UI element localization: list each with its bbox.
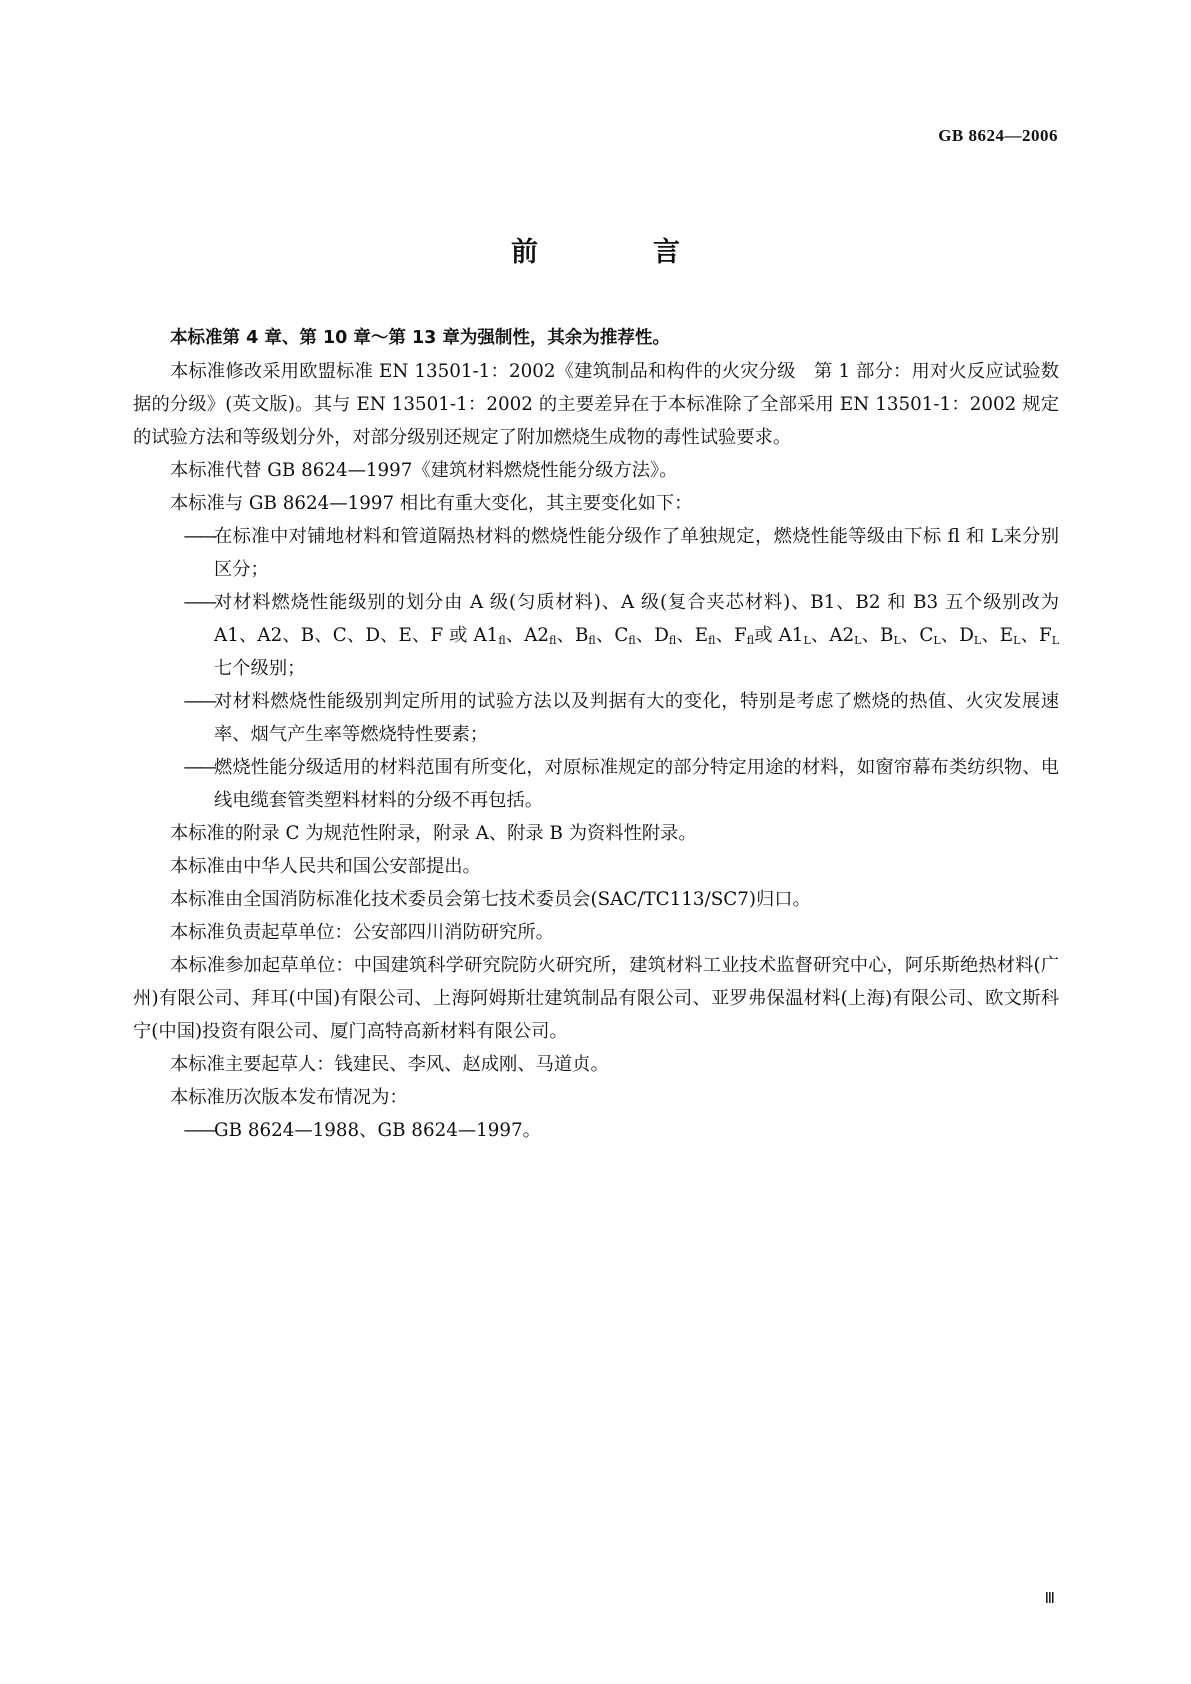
change-item [133,685,1059,751]
grade-separator: 、 [635,625,655,646]
grade-subscript: fl [708,634,716,647]
history-item [133,1114,1059,1147]
grades-intro: 对材料燃烧性能级别的划分由 A 级(匀质材料)、A 级(复合夹芯材料)、B1、B2 和 B3 五个级别改为 A1、A2、B、C、D、E、F 或 [214,592,1059,646]
dash-mark: —— [183,592,214,613]
grade-label: $E_{fl}$ [694,625,716,647]
grade-label: $B_{fl}$ [574,625,596,647]
grade-separator: 、 [981,625,1000,646]
grade-label: $A1_L$ [778,625,811,647]
grade-subscript: L [803,634,811,647]
grade-label: $C_L$ [919,625,941,647]
grade-separator: 、 [810,625,830,646]
history-item-text: GB 8624—1988、GB 8624—1997。 [214,1120,541,1141]
paragraph-participating-units: 本标准参加起草单位：中国建筑科学研究院防火研究所，建筑材料工业技术监督研究中心，阿乐斯绝热材料(广州)有限公司、拜耳(中国)有限公司、上海阿姆斯壮建筑制品有限公司、亚罗弗保温材料(上海)有限公司、欧文斯科宁(中国)投资有限公司、厦门高特高新材料有限公司。 [133,955,1059,1042]
grade-separator: 、 [861,625,881,646]
grade-separator: 、 [900,625,920,646]
paragraph-history-intro: 本标准历次版本发布情况为： [170,1087,408,1108]
fl-grade-list [473,625,754,646]
change-item-text-grades [214,586,1059,685]
change-item-text: 燃烧性能分级适用的材料范围有所变化，对原标准规定的部分特定用途的材料，如窗帘幕布类纺织物、电线电缆套管类塑料材料的分级不再包括。 [214,757,1059,811]
page-title: 前 言 [511,237,724,268]
change-item-text: 在标准中对铺地材料和管道隔热材料的燃烧性能分级作了单独规定，燃烧性能等级由下标 fl 和 L来分别区分； [214,526,1059,580]
grade-separator: 、 [1020,625,1040,646]
grade-separator: 、 [715,625,735,646]
grade-subscript: fl [746,634,755,647]
dash-mark: —— [183,1120,214,1141]
paragraph-adoption: 本标准修改采用欧盟标准 EN 13501-1：2002《建筑制品和构件的火灾分级 第 1 部分：用对火反应试验数据的分级》(英文版)。其与 EN 13501-1：2002 的主要差异在于本标准除了全部采用 EN 13501-1：2002 规定的试验方法和等级划分外，对部分级别还规定了附加燃烧生成物的毒性试验要求。 [133,361,1059,448]
paragraph-proposer: 本标准由中华人民共和国公安部提出。 [170,856,481,877]
foreword-body [133,322,1059,1147]
dash-mark: —— [183,526,214,547]
grade-subscript: L [854,634,862,647]
change-item-text: 对材料燃烧性能级别判定所用的试验方法以及判据有大的变化，特别是考虑了燃烧的热值、火灾发展速率、烟气产生率等燃烧特性要素； [214,691,1059,745]
grade-label: $A2_{fl}$ [524,625,557,647]
grade-label: $D_{fl}$ [654,625,677,647]
grade-separator: 、 [595,625,615,646]
change-item [133,751,1059,817]
grade-label: $F_L$ [1039,625,1060,647]
grade-separator: 、 [676,625,695,646]
grade-label: $A2_L$ [829,625,862,647]
standard-code: GB 8624—2006 [938,126,1058,145]
grade-subscript: fl [628,634,636,647]
grade-subscript: L [1013,634,1021,647]
l-grade-list [779,625,1059,646]
grade-subscript: fl [549,634,557,647]
grade-label: $D_L$ [959,625,982,647]
dash-mark: —— [183,757,214,778]
grade-subscript: fl [498,634,506,647]
paragraph-drafting-unit: 本标准负责起草单位：公安部四川消防研究所。 [170,922,554,943]
paragraph-annexes: 本标准的附录 C 为规范性附录，附录 A、附录 B 为资料性附录。 [170,823,697,844]
mandatory-statement: 本标准第 4 章、第 10 章～第 13 章为强制性，其余为推荐性。 [170,328,670,348]
change-item [133,520,1059,586]
grades-or: 或 [754,625,779,646]
grade-label: $F_{fl}$ [734,625,755,647]
paragraph-replaces: 本标准代替 GB 8624—1997《建筑材料燃烧性能分级方法》。 [170,460,678,481]
grade-separator: 、 [505,625,525,646]
paragraph-committee: 本标准由全国消防标准化技术委员会第七技术委员会(SAC/TC113/SC7)归口。 [170,889,811,910]
grade-label: $C_{fl}$ [614,625,636,647]
dash-mark: —— [183,691,214,712]
grade-subscript: fl [668,634,677,647]
grade-subscript: L [893,634,901,647]
grade-label: $B_L$ [880,625,901,647]
grade-subscript: L [1051,634,1060,647]
page-number: Ⅲ [1044,1591,1055,1607]
grades-outro: 七个级别； [214,658,306,679]
grade-subscript: L [973,634,982,647]
paragraph-changes-intro: 本标准与 GB 8624—1997 相比有重大变化，其主要变化如下： [170,493,693,514]
grade-label: $E_L$ [999,625,1021,647]
grade-subscript: L [933,634,941,647]
grade-label: $A1_{fl}$ [473,625,506,647]
grade-separator: 、 [940,625,960,646]
change-item [133,586,1059,685]
grade-separator: 、 [556,625,575,646]
grade-subscript: fl [588,634,596,647]
paragraph-drafters: 本标准主要起草人：钱建民、李风、赵成刚、马道贞。 [170,1054,609,1075]
